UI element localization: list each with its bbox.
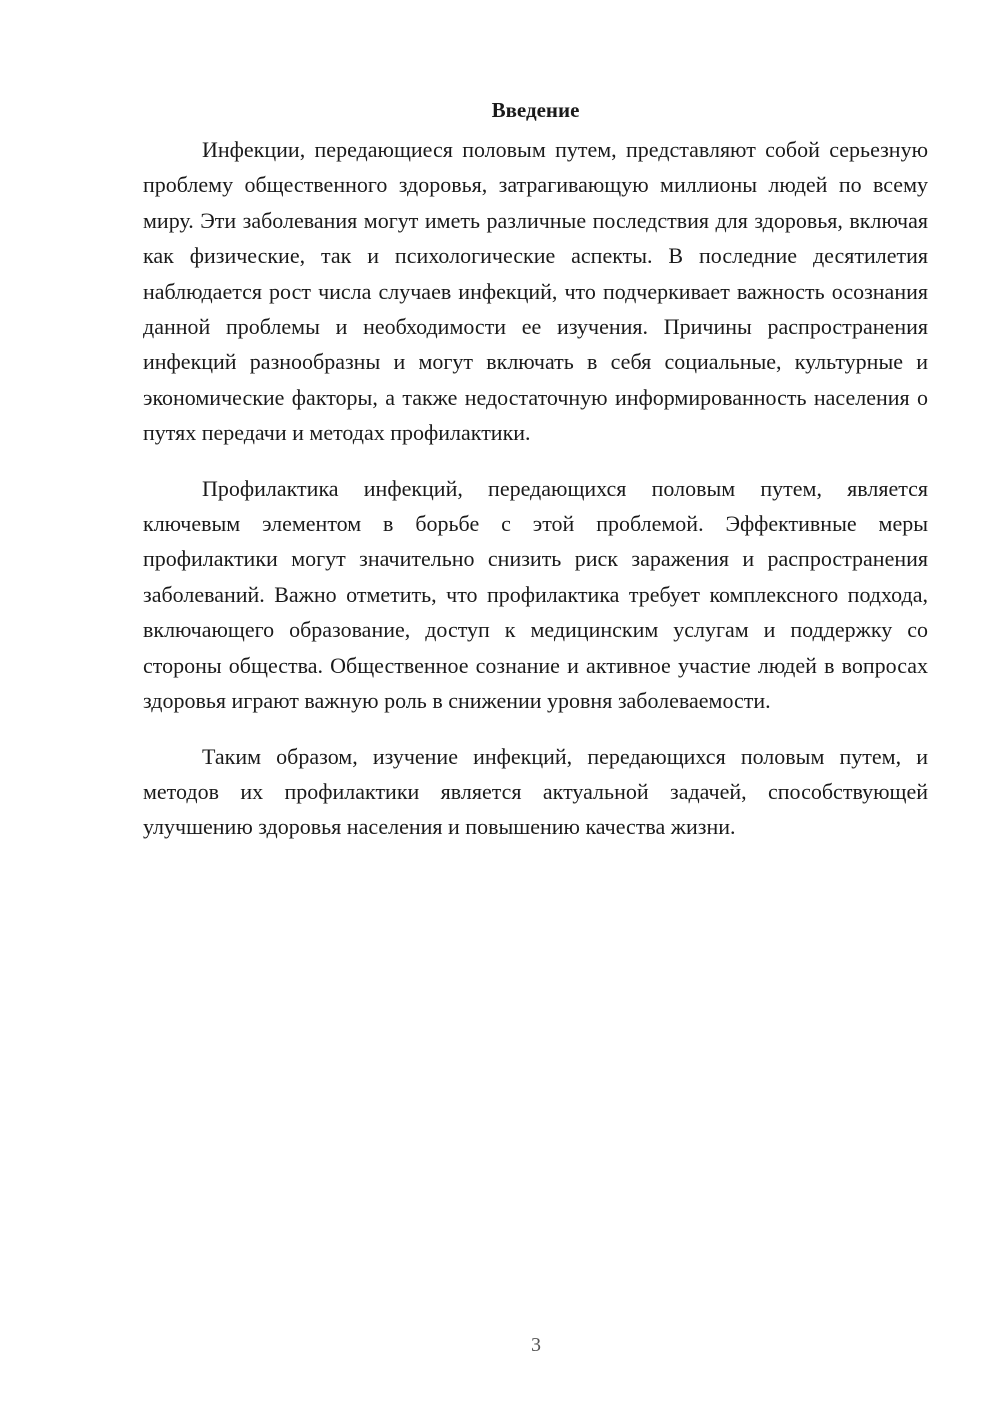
page-number: 3: [531, 1334, 541, 1356]
paragraph-1: Инфекции, передающиеся половым путем, представляют собой серьезную проблему общественного здоровья, затрагивающую миллионы людей по всему миру. Эти заболевания могут иметь различные последствия для здоровья, включая как физические, так и психологические аспекты. В последние десятилетия наблюдается рост числа случаев инфекций, что подчеркивает важность осознания данной проблемы и необходимости ее изучения. Причины распространения инфекций разнообразны и могут включать в себя социальные, культурные и экономические факторы, а также недостаточную информированность населения о путях передачи и методах профилактики.: [143, 137, 928, 446]
section-title: Введение: [491, 98, 580, 122]
paragraph-2: Профилактика инфекций, передающихся половым путем, является ключевым элементом в борьбе с этой проблемой. Эффективные меры профилактики могут значительно снизить риск заражения и распространения заболеваний. Важно отметить, что профилактика требует комплексного подхода, включающего образование, доступ к медицинским услугам и поддержку со стороны общества. Общественное сознание и активное участие людей в вопросах здоровья играют важную роль в снижении уровня заболеваемости.: [143, 475, 928, 714]
paragraph-3: Таким образом, изучение инфекций, передающихся половым путем, и методов их профилактики является актуальной задачей, способствующей улучшению здоровья населения и повышению качества жизни.: [143, 743, 928, 840]
document-body: [143, 96, 928, 865]
